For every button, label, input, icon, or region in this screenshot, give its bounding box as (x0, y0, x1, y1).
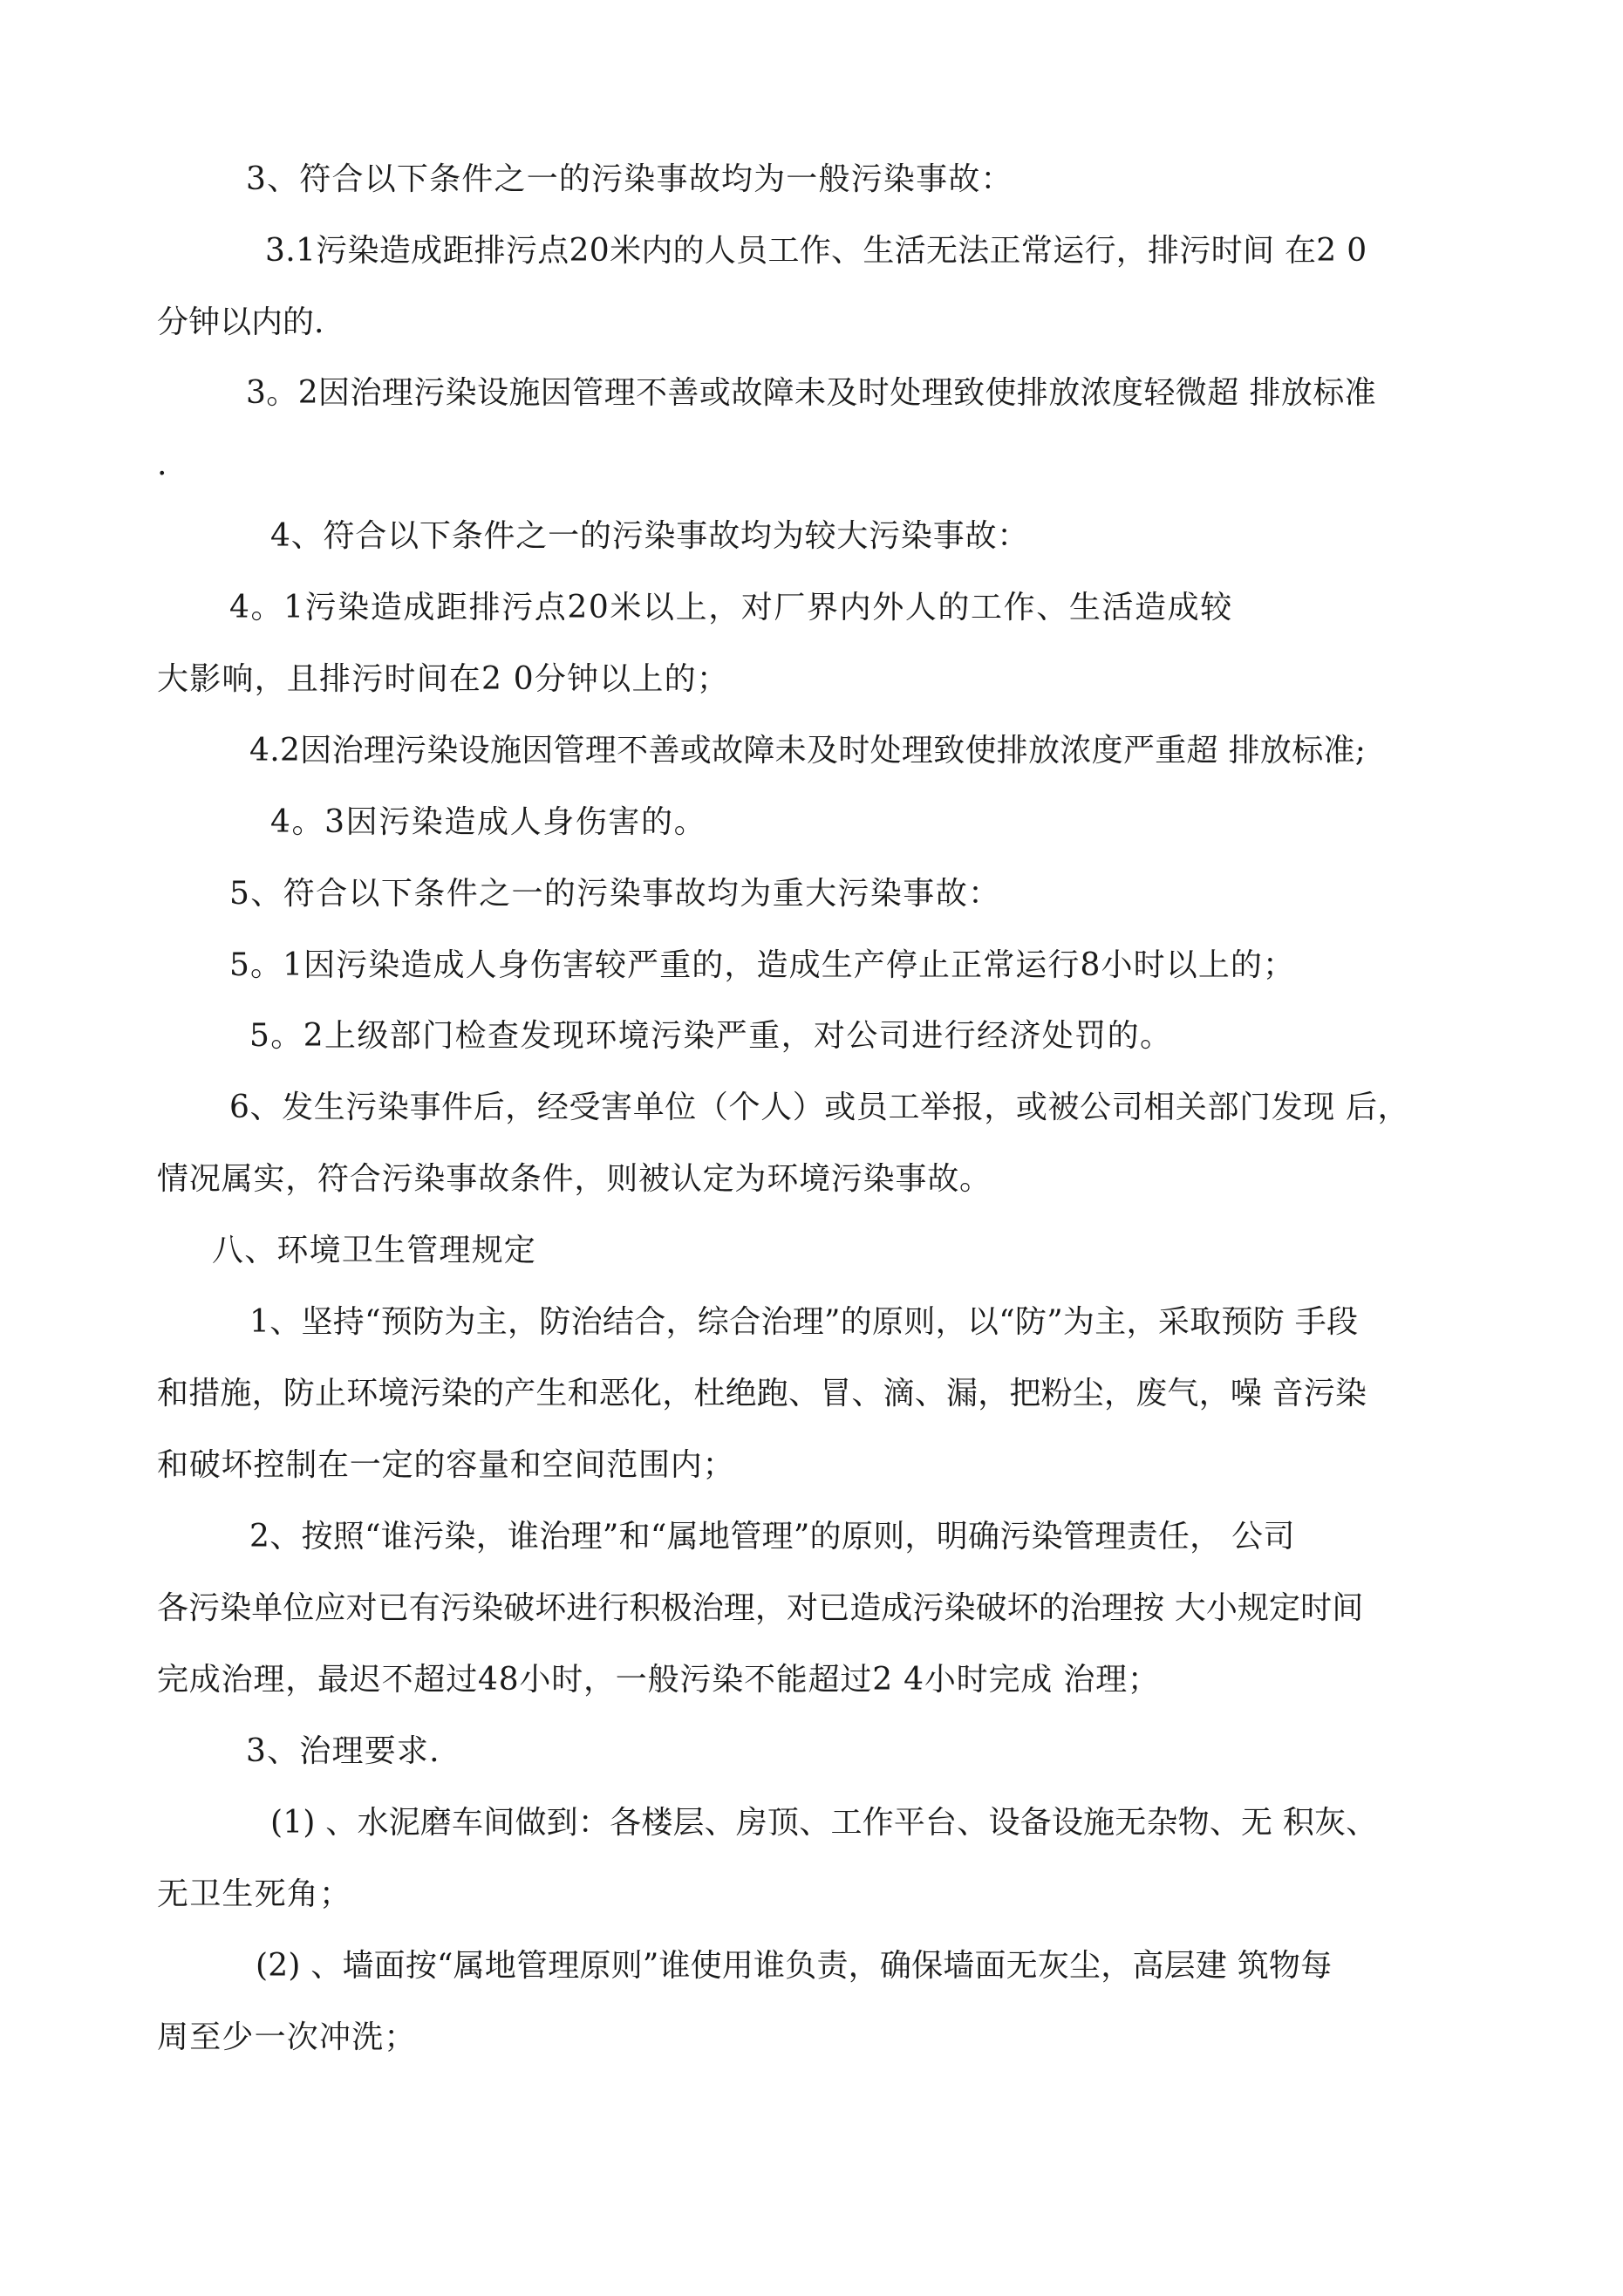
paragraph-line-8-2-cont-b: 完成治理，最迟不超过48小时，一般污染不能超过2 4小时完成 治理； (157, 1662, 1160, 1698)
paragraph-line-4-heading: 4、符合以下条件之一的污染事故均为较大污染事故： (270, 518, 1030, 554)
paragraph-line-3-2-cont: . (157, 447, 167, 482)
paragraph-line-5-heading: 5、符合以下条件之一的污染事故均为重大污染事故： (229, 876, 1001, 912)
paragraph-line-5-2: 5。2上级部门检查发现环境污染严重，对公司进行经济处罚的。 (249, 1018, 1173, 1054)
list-item-1: (1) 、水泥磨车间做到：各楼层、房顶、工作平台、设备设施无杂物、无 积灰、 (270, 1805, 1378, 1841)
paragraph-line-8-1-cont-a: 和措施，防止环境污染的产生和恶化，杜绝跑、冒、滴、漏，把粉尘，废气，噪 音污染 (157, 1376, 1367, 1411)
paragraph-line-3-1: 3.1污染造成距排污点20米内的人员工作、生活无法正常运行，排污时间 在2 0 (265, 233, 1367, 269)
section-heading-8: 八、环境卫生管理规定 (212, 1233, 537, 1268)
paragraph-line-8-1: 1、坚持“预防为主，防治结合，综合治理”的原则，以“防”为主，采取预防 手段 (249, 1304, 1359, 1340)
paragraph-line-8-1-cont-b: 和破坏控制在一定的容量和空间范围内； (157, 1447, 735, 1483)
paragraph-line-5-1: 5。1因污染造成人身伤害较严重的，造成生产停止正常运行8小时以上的； (229, 947, 1296, 983)
paragraph-line-4-1-cont: 大影响，且排污时间在2 0分钟以上的； (157, 661, 730, 697)
paragraph-line-3-heading: 3、符合以下条件之一的污染事故均为一般污染事故： (246, 161, 1013, 197)
paragraph-line-8-2-cont-a: 各污染单位应对已有污染破坏进行积极治理，对已造成污染破坏的治理按 大小规定时间 (157, 1590, 1364, 1626)
paragraph-line-6: 6、发生污染事件后，经受害单位（个人）或员工举报，或被公司相关部门发现 后， (229, 1090, 1410, 1125)
paragraph-line-3-1-cont: 分钟以内的. (157, 304, 324, 340)
list-item-1-cont: 无卫生死角； (157, 1876, 352, 1912)
paragraph-line-4-2: 4.2因治理污染设施因管理不善或故障未及时处理致使排放浓度严重超 排放标准; (249, 733, 1367, 769)
paragraph-line-4-3: 4。3因污染造成人身伤害的。 (270, 804, 707, 840)
paragraph-line-8-2: 2、按照“谁污染，谁治理”和“属地管理”的原则，明确污染管理责任， 公司 (249, 1519, 1295, 1555)
paragraph-line-4-1: 4。1污染造成距排污点20米以上，对厂界内外人的工作、生活造成较 (229, 590, 1233, 625)
paragraph-line-3-2: 3。2因治理污染设施因管理不善或故障未及时处理致使排放浓度轻微超 排放标准 (246, 375, 1377, 411)
list-item-2: (2) 、墙面按“属地管理原则”谁使用谁负责，确保墙面无灰尘，高层建 筑物每 (256, 1948, 1333, 1984)
paragraph-line-8-3: 3、治理要求. (246, 1733, 440, 1769)
paragraph-line-6-cont: 情况属实，符合污染事故条件，则被认定为环境污染事故。 (157, 1161, 992, 1197)
list-item-2-cont: 周至少一次冲洗； (157, 2019, 417, 2055)
